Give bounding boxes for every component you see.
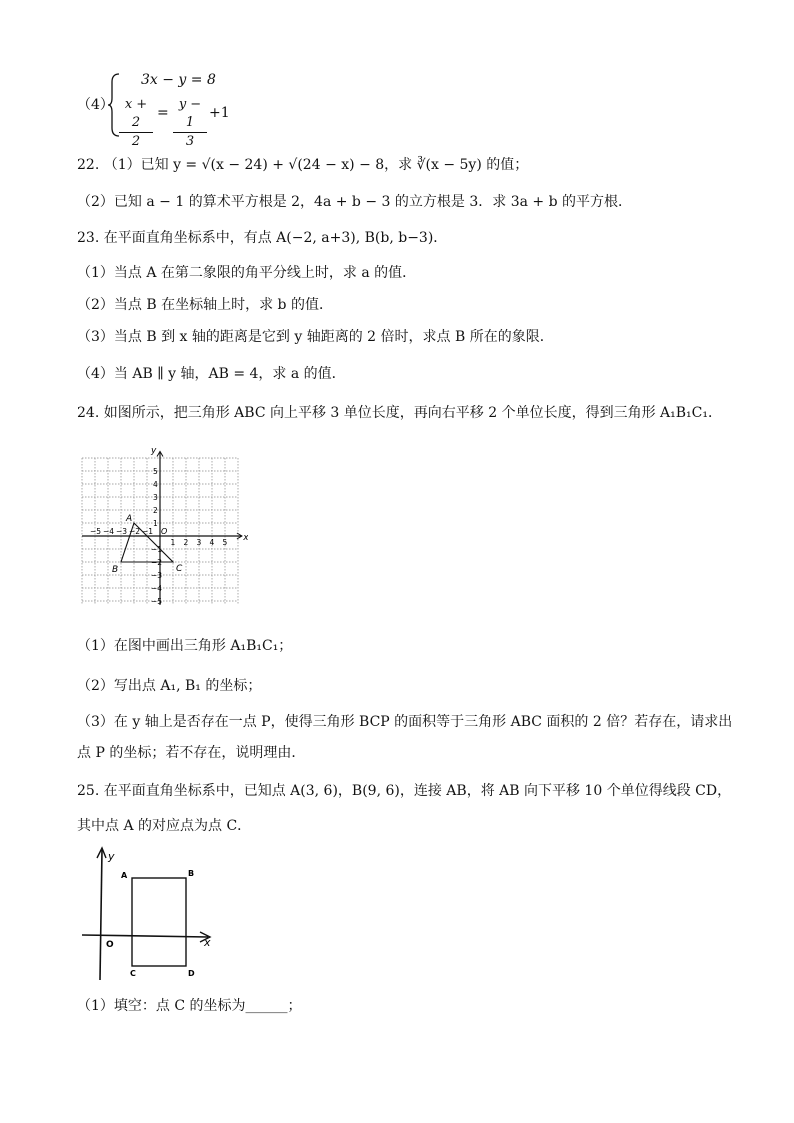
y-tick-label: −3 [151, 571, 163, 580]
coordinate-grid-figure [78, 444, 248, 614]
point-A-label: A [126, 514, 133, 524]
q21-part4-label: （4） [77, 97, 114, 113]
x-axis-label: x [243, 533, 248, 543]
q23-part4: （4）当 AB ∥ y 轴，AB = 4，求 a 的值． [77, 366, 346, 382]
point-C-label: C [176, 564, 183, 574]
q23-stem: 23. 在平面直角坐标系中，有点 A(−2, a+3), B(b, b−3)． [77, 230, 448, 246]
q22-line2: （2）已知 a − 1 的算术平方根是 2，4a + b − 3 的立方根是 3．求 3a + b 的平方根． [77, 194, 632, 210]
fraction-right-den: 3 [185, 134, 195, 149]
q24-part2: （2）写出点 A₁, B₁ 的坐标； [77, 678, 262, 694]
x-tick-label: −2 [129, 527, 141, 536]
point-B-label: B [188, 869, 195, 878]
y-tick-label: 5 [153, 467, 158, 476]
y-axis-label: y [108, 850, 115, 863]
rectangle-figure-svg [80, 846, 220, 982]
q24-stem: 24. 如图所示，把三角形 ABC 向上平移 3 单位长度，再向右平移 2 个单位长度，得到三角形 A₁B₁C₁． [77, 405, 722, 421]
equation-1: 3x − y = 8 [141, 72, 216, 88]
x-tick-label: 4 [209, 538, 215, 547]
point-C-label: C [130, 969, 136, 978]
point-A-label: A [121, 871, 128, 880]
q25-stem2: 其中点 A 的对应点为点 C． [77, 818, 252, 834]
x-tick-label: 2 [183, 538, 189, 547]
x-tick-label: 5 [222, 538, 228, 547]
equals-sign: = [157, 105, 169, 121]
fraction-left-den: 2 [131, 134, 141, 149]
x-axis-label: x [204, 936, 211, 949]
coordinate-grid-svg [78, 444, 248, 610]
x-tick-label: −1 [142, 527, 154, 536]
fraction-right [173, 96, 207, 151]
y-axis [100, 850, 102, 980]
q25-stem1: 25. 在平面直角坐标系中，已知点 A(3, 6)，B(9, 6)，连接 AB，将 AB 向下平移 10 个单位得线段 CD， [77, 783, 732, 799]
point-B-label: B [112, 565, 119, 575]
q22-line1: 22. （1）已知 y = √(x − 24) + √(24 − x) − 8，求 ∛(x − 5y) 的值； [77, 157, 529, 173]
x-tick-label: −4 [103, 527, 115, 536]
y-tick-label: −4 [151, 584, 163, 593]
equation-2-tail: +1 [209, 105, 230, 121]
q23-part2: （2）当点 B 在坐标轴上时，求 b 的值． [77, 297, 333, 313]
y-tick-label: −5 [151, 597, 163, 606]
x-tick-label: 3 [196, 538, 202, 547]
q24-part1: （1）在图中画出三角形 A₁B₁C₁； [77, 638, 293, 654]
q23-part3: （3）当点 B 到 x 轴的距离是它到 y 轴距离的 2 倍时，求点 B 所在的象限． [77, 329, 554, 345]
origin-label: O [161, 527, 168, 536]
x-tick-label: −3 [116, 527, 128, 536]
y-tick-label: 2 [153, 506, 158, 515]
q21-part4 [77, 72, 317, 149]
fraction-left-num: x + 2 [119, 96, 153, 133]
rectangle-figure [80, 846, 220, 986]
q24-part3b: 点 P 的坐标；若不存在，说明理由． [77, 745, 306, 761]
x-tick-label: 1 [170, 538, 176, 547]
y-tick-label: 4 [153, 480, 158, 489]
y-tick-label: 3 [153, 493, 158, 502]
fraction-right-num: y − 1 [173, 96, 207, 133]
q23-part1: （1）当点 A 在第二象限的角平分线上时，求 a 的值． [77, 265, 417, 281]
q25-part1: （1）填空：点 C 的坐标为______； [77, 998, 302, 1014]
point-D-label: D [188, 969, 195, 978]
x-tick-label: −5 [90, 527, 102, 536]
y-tick-label: −1 [151, 545, 163, 554]
y-axis-label: y [151, 445, 157, 456]
fraction-left [119, 96, 153, 151]
q24-part3a: （3）在 y 轴上是否存在一点 P，使得三角形 BCP 的面积等于三角形 ABC 面积的 2 倍？若存在，请求出 [77, 714, 733, 730]
y-tick-label: −2 [151, 558, 163, 567]
y-tick-label: 1 [153, 519, 158, 528]
origin-label: O [106, 940, 114, 950]
rectangle-ABDC [132, 878, 186, 966]
